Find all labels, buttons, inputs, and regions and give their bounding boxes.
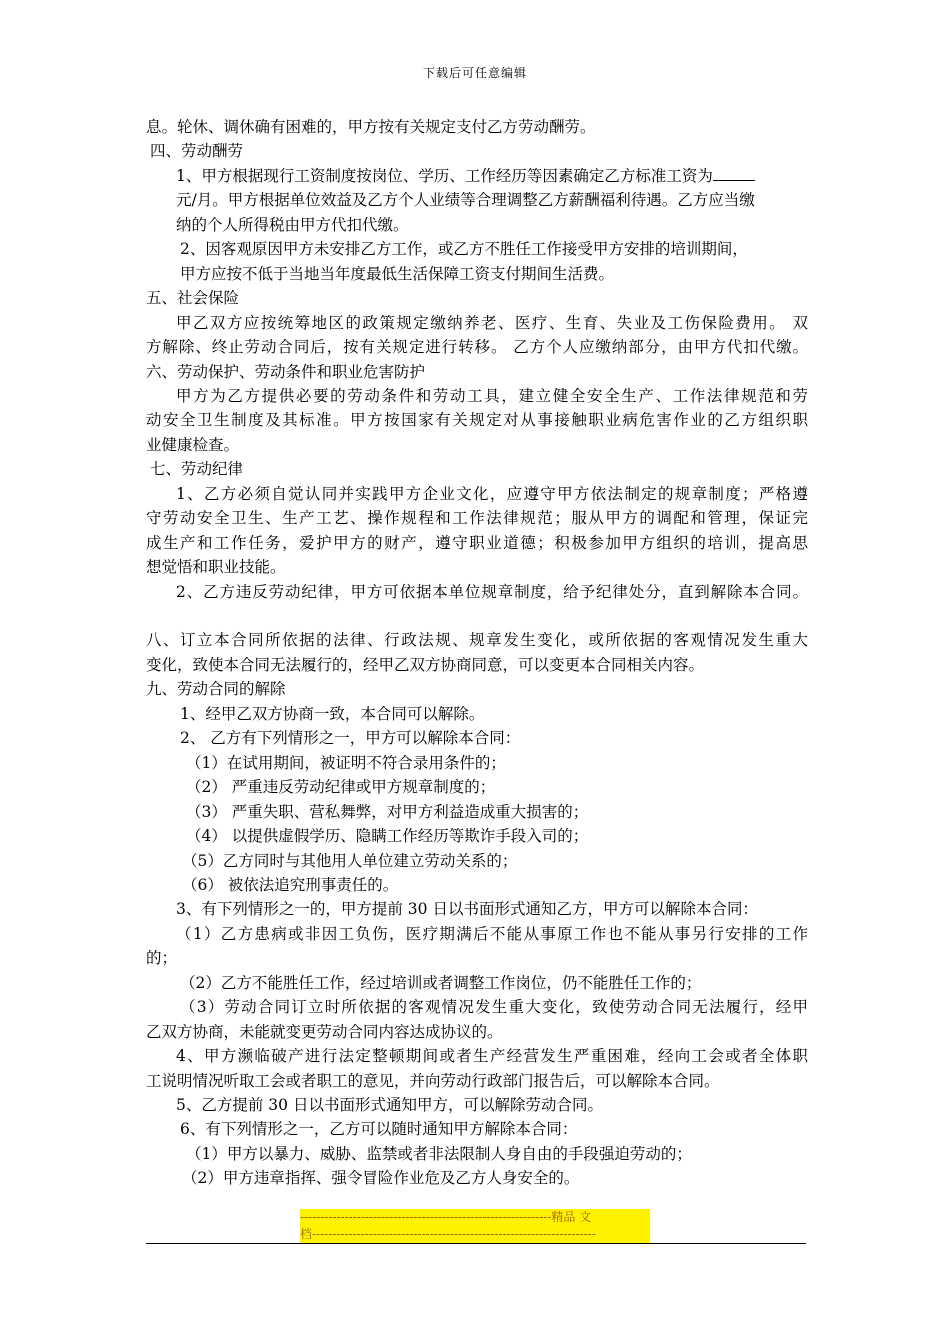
text-line: 息。轮休、调休确有困难的，甲方按有关规定支付乙方劳动酬劳。 (146, 118, 596, 136)
text-line: 甲方应按不低于当地当年度最低生活保障工资支付期间生活费。 (180, 264, 615, 283)
text-line: 动安全卫生制度及其标准。甲方按国家有关规定对从事接触职业病危害作业的乙方组织职 (146, 411, 808, 430)
footer-watermark (300, 1209, 650, 1243)
text-line: 工说明情况听取工会或者职工的意见，并向劳动行政部门报告后，可以解除本合同。 (146, 1071, 720, 1090)
text-line: 纳的个人所得税由甲方代扣代缴。 (176, 215, 409, 234)
text-line: 六、劳动保护、劳动条件和职业危害防护 (146, 362, 426, 381)
text-line: 八、订立本合同所依据的法律、行政法规、规章发生变化，或所依据的客观情况发生重大 (146, 631, 808, 650)
text-line: （4） 以提供虚假学历、隐瞒工作经历等欺诈手段入司的； (186, 827, 589, 846)
text-line: （2）甲方违章指挥、强令冒险作业危及乙方人身安全的。 (182, 1169, 580, 1188)
text-line: （3）劳动合同订立时所依据的客观情况发生重大变化，致使劳动合同无法履行，经甲 (180, 998, 808, 1017)
text-line: （6） 被依法追究刑事责任的。 (182, 875, 399, 894)
text-line: 1、经甲乙双方协商一致，本合同可以解除。 (180, 704, 485, 723)
salary-blank-field (713, 166, 755, 181)
text-line: 6、有下列情形之一，乙方可以随时通知甲方解除本合同： (180, 1120, 578, 1139)
text-line: 想觉悟和职业技能。 (146, 558, 286, 577)
text-line: 2、因客观原因甲方未安排乙方工作，或乙方不胜任工作接受甲方安排的培训期间， (180, 240, 748, 259)
text-line: （1）乙方患病或非因工负伤，医疗期满后不能从事原工作也不能从事另行安排的工作 (176, 924, 808, 943)
page-header: 下载后可任意编辑 (422, 66, 527, 80)
text-line: 2、 乙方有下列情形之一，甲方可以解除本合同： (180, 729, 521, 748)
footer-divider (146, 1243, 806, 1244)
text-line: 业健康检查。 (146, 435, 240, 454)
text-line: 九、劳动合同的解除 (146, 680, 286, 699)
text-line: 4、甲方濒临破产进行法定整顿期间或者生产经营发生严重困难，经向工会或者全体职 (176, 1047, 808, 1066)
text-line: 元/月。甲方根据单位效益及乙方个人业绩等合理调整乙方薪酬福利待遇。乙方应当缴 (176, 191, 755, 210)
text-line: 七、劳动纪律 (150, 460, 244, 479)
text-line: 乙双方协商，未能就变更劳动合同内容达成协议的。 (146, 1022, 503, 1041)
text-line: 五、社会保险 (146, 289, 240, 308)
text-line: 的； (146, 949, 178, 968)
text-line: 守劳动安全卫生、生产工艺、操作规程和工作法律规范；服从甲方的调配和管理，保证完 (146, 509, 808, 528)
text-line: 方解除、终止劳动合同后，按有关规定进行转移。 乙方个人应缴纳部分，由甲方代扣代缴。 (146, 338, 808, 357)
text-line: 四、劳动酬劳 (150, 142, 244, 161)
text-line: （2）乙方不能胜任工作，经过培训或者调整工作岗位，仍不能胜任工作的； (180, 973, 702, 992)
text-line: 成生产和工作任务，爱护甲方的财产，遵守职业道德；积极参加甲方组织的培训，提高思 (146, 533, 808, 552)
text-line: 5、乙方提前 30 日以书面形式通知甲方，可以解除劳动合同。 (176, 1096, 603, 1114)
text-line: （2） 严重违反劳动纪律或甲方规章制度的； (186, 778, 496, 797)
footer-line-1: --------------------------------------------------------------精品 文 (300, 1210, 592, 1224)
text-line: 甲方为乙方提供必要的劳动条件和劳动工具，建立健全安全生产、工作法律规范和劳 (176, 386, 808, 405)
text-line: （3） 严重失职、营私舞弊，对甲方利益造成重大损害的； (186, 802, 589, 821)
text-line: 1、乙方必须自觉认同并实践甲方企业文化，应遵守甲方依法制定的规章制度；严格遵 (176, 484, 808, 503)
text-line: 甲乙双方应按统筹地区的政策规定缴纳养老、医疗、生育、失业及工伤保险费用。 双 (176, 313, 808, 332)
text-line: 1、甲方根据现行工资制度按岗位、学历、工作经历等因素确定乙方标准工资为 (176, 165, 755, 187)
footer-line-2: 档---------------------------------------------------------------------- (300, 1227, 596, 1241)
text-line: （1）在试用期间，被证明不符合录用条件的； (186, 753, 506, 772)
text-line: （1）甲方以暴力、威胁、监禁或者非法限制人身自由的手段强迫劳动的； (186, 1144, 692, 1163)
text-line: 3、有下列情形之一的，甲方提前 30 日以书面形式通知乙方，甲方可以解除本合同： (176, 900, 758, 919)
text-line: 变化，致使本合同无法履行的，经甲乙双方协商同意，可以变更本合同相关内容。 (146, 655, 705, 674)
text-line: 2、乙方违反劳动纪律，甲方可依据本单位规章制度，给予纪律处分，直到解除本合同。 (176, 582, 808, 601)
text-line: （5）乙方同时与其他用人单位建立劳动关系的； (182, 851, 518, 870)
